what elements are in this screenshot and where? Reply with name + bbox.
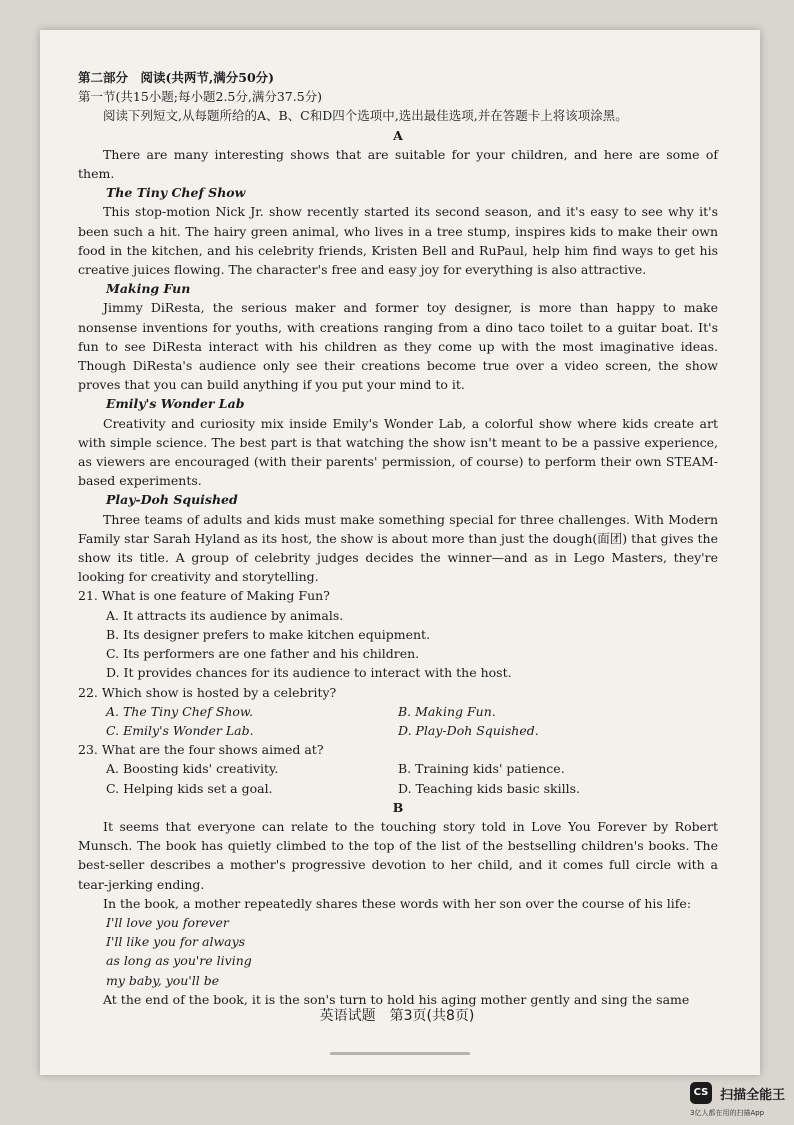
option: B. Making Fun. — [398, 703, 496, 719]
option: C. Emily's Wonder Lab. — [106, 722, 254, 738]
poem-line: as long as you're living — [106, 953, 252, 969]
show-title: Making Fun — [106, 281, 191, 297]
option: C. Helping kids set a goal. — [106, 780, 273, 796]
question-stem: 23. What are the four shows aimed at? — [78, 742, 324, 758]
page-footer: 英语试题 第3页(共8页) — [319, 1008, 475, 1024]
show-title: The Tiny Chef Show — [106, 185, 246, 201]
option: B. Training kids' patience. — [398, 761, 565, 777]
option-row — [78, 702, 718, 721]
option: D. Play-Doh Squished. — [398, 722, 539, 738]
option-row — [78, 759, 718, 778]
camscanner-logo-icon: CS — [690, 1082, 712, 1104]
instructions: 阅读下列短文,从每题所给的A、B、C和D四个选项中,选出最佳选项,并在答题卡上将该项涂黑。 — [103, 108, 628, 124]
option: B. Its designer prefers to make kitchen equipment. — [106, 626, 431, 642]
passage-b-paragraph: At the end of the book, it is the son's turn to hold his aging mother gently and sing the same — [103, 991, 690, 1007]
watermark-tagline: 3亿人都在用的扫描App — [690, 1109, 765, 1117]
passage-a-intro: There are many interesting shows that are suitable for your children, and here are some of them. — [78, 146, 718, 182]
passage-b-paragraph: It seems that everyone can relate to the touching story told in Love You Forever by Robert Munsch. The book has quietly climbed to the top of the list of the bestselling children's books. The best-seller describes a mother's progressive devotion to her child, and it comes full circle with a tear-jerking ending. — [78, 818, 718, 892]
scanner-watermark — [690, 1082, 785, 1118]
question-stem: 22. Which show is hosted by a celebrity? — [78, 684, 337, 700]
option: A. Boosting kids' creativity. — [106, 761, 279, 777]
question-stem: 21. What is one feature of Making Fun? — [78, 588, 330, 604]
option-row — [78, 779, 718, 798]
show-title: Emily's Wonder Lab — [106, 396, 245, 412]
passage-b-label: B — [392, 799, 404, 815]
option: D. It provides chances for its audience to interact with the host. — [106, 665, 512, 681]
poem-line: I'll like you for always — [106, 934, 246, 950]
option: D. Teaching kids basic skills. — [398, 780, 580, 796]
poem-line: my baby, you'll be — [106, 972, 220, 988]
show-text: Jimmy DiResta, the serious maker and former toy designer, is more than happy to make nonsense inventions for youths, with creations ranging from a dino taco toilet to a guitar boat. It's fun to see DiResta interact with his children as they come up with the most imaginative ideas. Though DiResta's audience only see their creations become true over a video screen, the show proves that you can build anything if you put your mind to it. — [78, 300, 718, 393]
scan-shadow — [330, 1052, 470, 1055]
part-heading: 第二部分 阅读(共两节,满分50分) — [78, 70, 275, 85]
poem-line: I'll love you forever — [106, 914, 229, 930]
show-text: This stop-motion Nick Jr. show recently started its second season, and it's easy to see why it's been such a hit. The hairy green animal, who lives in a tree stump, inspires kids to make their own food in the kitchen, and his celebrity friends, Kristen Bell and RuPaul, help him find ways to get his creative juices flowing. The character's free and easy joy for everything is also attractive. — [78, 204, 718, 278]
show-text: Creativity and curiosity mix inside Emily's Wonder Lab, a colorful show where kids create art with simple science. The best part is that watching the show isn't meant to be a passive experience, as viewers are encouraged (with their parents' permission, of course) to perform their own STEAM-based experiments. — [78, 415, 718, 489]
show-text: Three teams of adults and kids must make something special for three challenges. With Modern Family star Sarah Hyland as its host, the show is about more than just the dough(面团) that gives the show its title. A group of celebrity judges decides the winner—and as in Lego Masters, they're looking for creativity and storytelling. — [78, 511, 718, 585]
passage-a-label: A — [393, 127, 403, 143]
option: A. It attracts its audience by animals. — [106, 607, 344, 623]
option-row — [78, 721, 718, 740]
watermark-name: 扫描全能王 — [720, 1087, 786, 1103]
option: A. The Tiny Chef Show. — [106, 703, 254, 719]
passage-b-paragraph: In the book, a mother repeatedly shares these words with her son over the course of his life: — [103, 895, 692, 911]
show-title: Play-Doh Squished — [106, 492, 238, 508]
exam-content — [78, 68, 718, 1009]
option: C. Its performers are one father and his children. — [106, 646, 420, 662]
section-heading: 第一节(共15小题;每小题2.5分,满分37.5分) — [78, 89, 323, 105]
